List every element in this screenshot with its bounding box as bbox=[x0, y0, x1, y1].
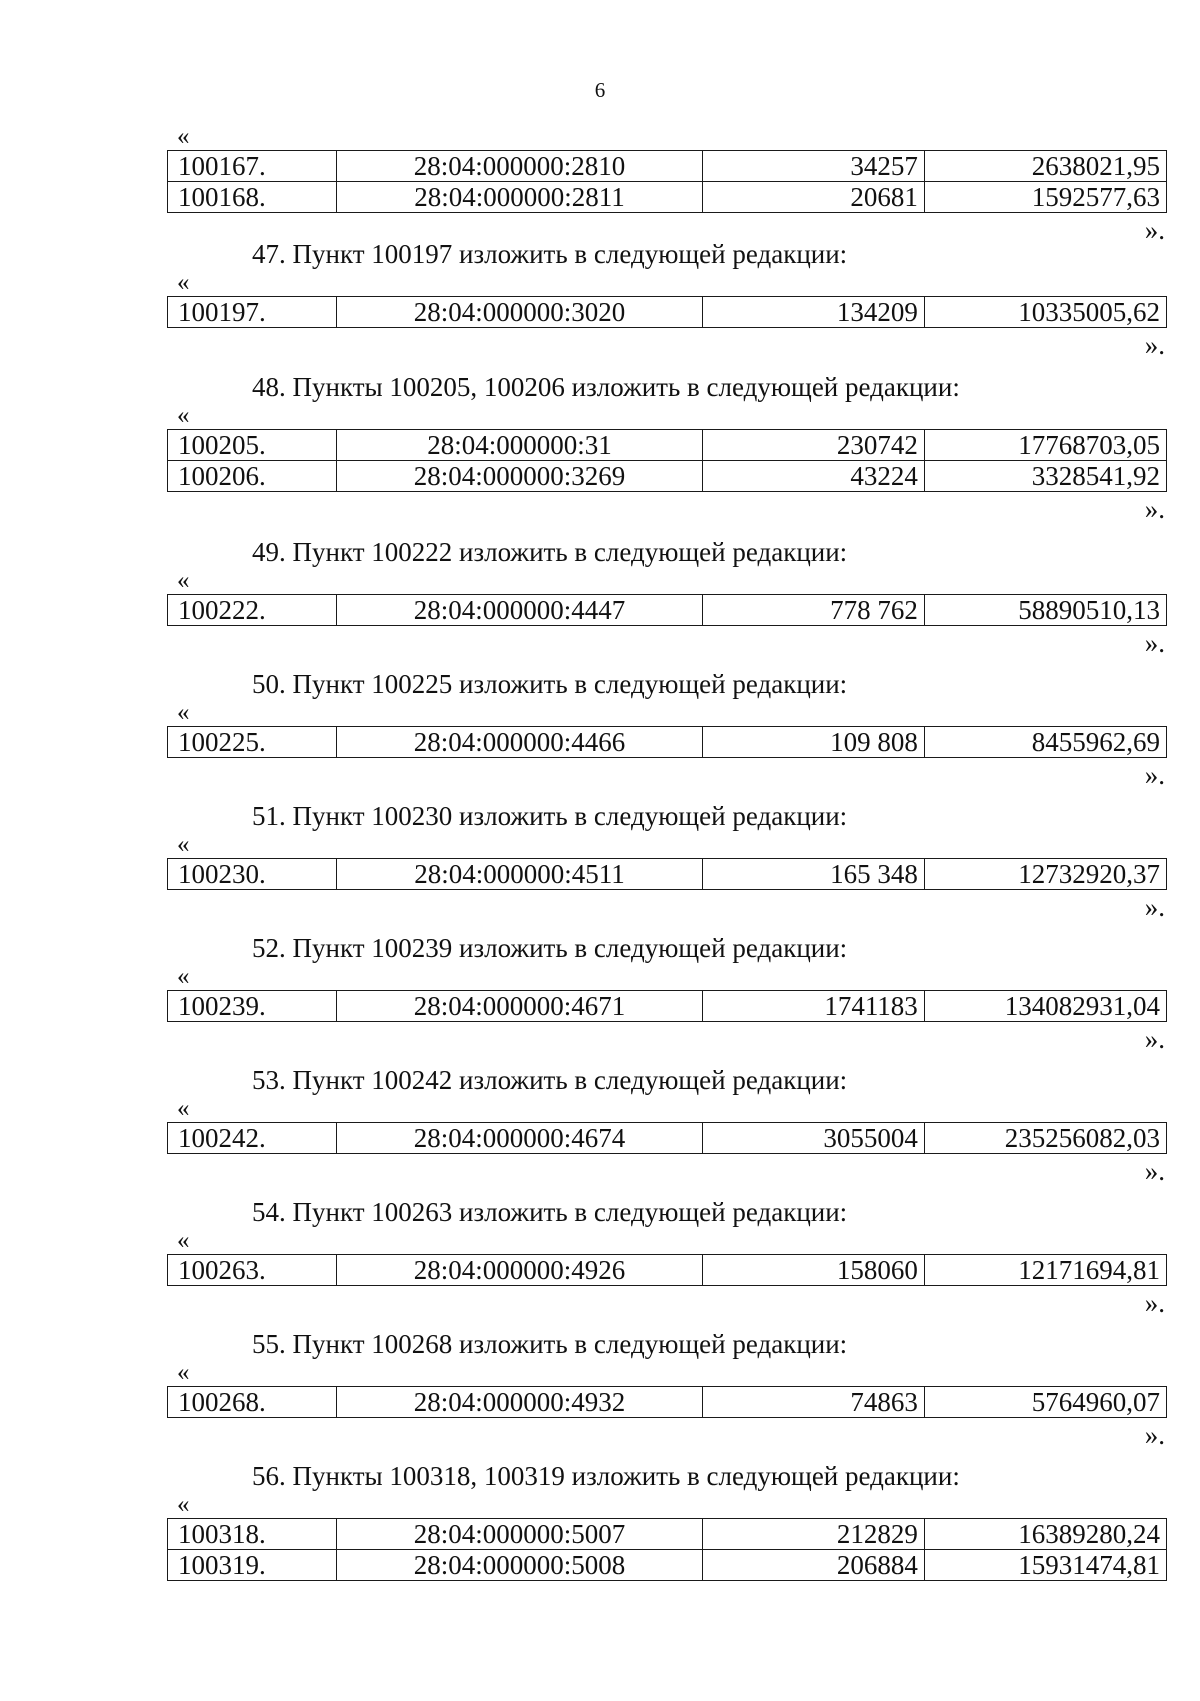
amended-rows-table bbox=[167, 429, 1167, 492]
cadastral-value-cell: 15931474,81 bbox=[924, 1550, 1166, 1581]
close-quote: ». bbox=[1144, 1156, 1165, 1186]
amendment-block bbox=[167, 668, 1167, 790]
close-quote: ». bbox=[1144, 330, 1165, 360]
area-cell: 158060 bbox=[702, 1255, 924, 1286]
item-number-cell: 100222. bbox=[168, 595, 337, 626]
close-quote: ». bbox=[1144, 892, 1165, 922]
area-cell: 212829 bbox=[702, 1519, 924, 1550]
amended-rows-table bbox=[167, 150, 1167, 213]
area-cell: 43224 bbox=[702, 461, 924, 492]
open-quote: « bbox=[177, 123, 190, 150]
amended-rows-table bbox=[167, 1518, 1167, 1581]
open-quote: « bbox=[177, 269, 190, 296]
amendment-block bbox=[167, 932, 1167, 1054]
item-number-cell: 100263. bbox=[168, 1255, 337, 1286]
open-quote: « bbox=[177, 1359, 190, 1386]
open-quote: « bbox=[177, 1095, 190, 1122]
item-number-cell: 100168. bbox=[168, 182, 337, 213]
amendment-block bbox=[167, 1328, 1167, 1450]
amended-rows-table bbox=[167, 990, 1167, 1022]
amended-rows-table bbox=[167, 1122, 1167, 1154]
amended-rows-table bbox=[167, 858, 1167, 890]
cadastral-number-cell: 28:04:000000:2810 bbox=[337, 151, 703, 182]
area-cell: 778 762 bbox=[702, 595, 924, 626]
item-number-cell: 100268. bbox=[168, 1387, 337, 1418]
cadastral-number-cell: 28:04:000000:4932 bbox=[337, 1387, 703, 1418]
table-row bbox=[168, 1519, 1167, 1550]
table-row bbox=[168, 859, 1167, 890]
cadastral-value-cell: 17768703,05 bbox=[924, 430, 1166, 461]
amendment-instruction: 47. Пункт 100197 изложить в следующей редакции: bbox=[252, 239, 848, 269]
table-row bbox=[168, 430, 1167, 461]
item-number-cell: 100206. bbox=[168, 461, 337, 492]
cadastral-value-cell: 12171694,81 bbox=[924, 1255, 1166, 1286]
amended-rows-table bbox=[167, 726, 1167, 758]
item-number-cell: 100205. bbox=[168, 430, 337, 461]
table-row bbox=[168, 297, 1167, 328]
table-row bbox=[168, 595, 1167, 626]
cadastral-value-cell: 1592577,63 bbox=[924, 182, 1166, 213]
amendment-instruction: 55. Пункт 100268 изложить в следующей редакции: bbox=[252, 1329, 848, 1359]
cadastral-number-cell: 28:04:000000:4447 bbox=[337, 595, 703, 626]
cadastral-number-cell: 28:04:000000:5007 bbox=[337, 1519, 703, 1550]
open-quote: « bbox=[177, 963, 190, 990]
cadastral-value-cell: 2638021,95 bbox=[924, 151, 1166, 182]
item-number-cell: 100225. bbox=[168, 727, 337, 758]
open-quote: « bbox=[177, 831, 190, 858]
amendment-block bbox=[167, 1460, 1167, 1581]
area-cell: 3055004 bbox=[702, 1123, 924, 1154]
item-number-cell: 100230. bbox=[168, 859, 337, 890]
amendment-instruction: 56. Пункты 100318, 100319 изложить в следующей редакции: bbox=[252, 1461, 960, 1491]
amendment-block bbox=[167, 238, 1167, 360]
open-quote: « bbox=[177, 567, 190, 594]
cadastral-number-cell: 28:04:000000:4466 bbox=[337, 727, 703, 758]
item-number-cell: 100319. bbox=[168, 1550, 337, 1581]
amended-rows-table bbox=[167, 1386, 1167, 1418]
area-cell: 165 348 bbox=[702, 859, 924, 890]
amendment-block bbox=[167, 371, 1167, 524]
area-cell: 1741183 bbox=[702, 991, 924, 1022]
amended-rows-table bbox=[167, 594, 1167, 626]
table-row bbox=[168, 1550, 1167, 1581]
amendment-instruction: 54. Пункт 100263 изложить в следующей редакции: bbox=[252, 1197, 848, 1227]
amendment-instruction: 48. Пункты 100205, 100206 изложить в следующей редакции: bbox=[252, 372, 960, 402]
table-row bbox=[168, 1255, 1167, 1286]
amendment-block bbox=[167, 1064, 1167, 1186]
amendment-instruction: 52. Пункт 100239 изложить в следующей редакции: bbox=[252, 933, 848, 963]
close-quote: ». bbox=[1144, 1420, 1165, 1450]
cadastral-value-cell: 235256082,03 bbox=[924, 1123, 1166, 1154]
cadastral-number-cell: 28:04:000000:3020 bbox=[337, 297, 703, 328]
cadastral-number-cell: 28:04:000000:3269 bbox=[337, 461, 703, 492]
cadastral-value-cell: 10335005,62 bbox=[924, 297, 1166, 328]
amendment-block bbox=[167, 1196, 1167, 1318]
page-number: 6 bbox=[594, 78, 606, 102]
table-row bbox=[168, 461, 1167, 492]
item-number-cell: 100242. bbox=[168, 1123, 337, 1154]
cadastral-value-cell: 8455962,69 bbox=[924, 727, 1166, 758]
amendment-block bbox=[167, 800, 1167, 922]
item-number-cell: 100318. bbox=[168, 1519, 337, 1550]
cadastral-number-cell: 28:04:000000:4926 bbox=[337, 1255, 703, 1286]
close-quote: ». bbox=[1144, 628, 1165, 658]
cadastral-value-cell: 12732920,37 bbox=[924, 859, 1166, 890]
amendment-instruction: 49. Пункт 100222 изложить в следующей редакции: bbox=[252, 537, 848, 567]
cadastral-number-cell: 28:04:000000:4511 bbox=[337, 859, 703, 890]
area-cell: 109 808 bbox=[702, 727, 924, 758]
table-row bbox=[168, 1123, 1167, 1154]
close-quote: ». bbox=[1144, 1288, 1165, 1318]
area-cell: 134209 bbox=[702, 297, 924, 328]
close-quote: ». bbox=[1144, 1024, 1165, 1054]
open-quote: « bbox=[177, 699, 190, 726]
continued-table-block bbox=[167, 124, 1167, 245]
amendment-instruction: 53. Пункт 100242 изложить в следующей редакции: bbox=[252, 1065, 848, 1095]
close-quote: ». bbox=[1144, 494, 1165, 524]
area-cell: 230742 bbox=[702, 430, 924, 461]
amendment-instruction: 51. Пункт 100230 изложить в следующей редакции: bbox=[252, 801, 848, 831]
area-cell: 206884 bbox=[702, 1550, 924, 1581]
cadastral-value-cell: 58890510,13 bbox=[924, 595, 1166, 626]
cadastral-number-cell: 28:04:000000:4674 bbox=[337, 1123, 703, 1154]
item-number-cell: 100239. bbox=[168, 991, 337, 1022]
item-number-cell: 100167. bbox=[168, 151, 337, 182]
open-quote: « bbox=[177, 1227, 190, 1254]
area-cell: 20681 bbox=[702, 182, 924, 213]
area-cell: 34257 bbox=[702, 151, 924, 182]
cadastral-value-cell: 5764960,07 bbox=[924, 1387, 1166, 1418]
open-quote: « bbox=[177, 402, 190, 429]
amendment-block bbox=[167, 536, 1167, 658]
table-row bbox=[168, 182, 1167, 213]
cadastral-number-cell: 28:04:000000:5008 bbox=[337, 1550, 703, 1581]
amendment-instruction: 50. Пункт 100225 изложить в следующей редакции: bbox=[252, 669, 848, 699]
open-quote: « bbox=[177, 1491, 190, 1518]
cadastral-value-cell: 16389280,24 bbox=[924, 1519, 1166, 1550]
cadastral-number-cell: 28:04:000000:4671 bbox=[337, 991, 703, 1022]
area-cell: 74863 bbox=[702, 1387, 924, 1418]
close-quote: ». bbox=[1144, 760, 1165, 790]
amended-rows-table bbox=[167, 296, 1167, 328]
item-number-cell: 100197. bbox=[168, 297, 337, 328]
cadastral-number-cell: 28:04:000000:31 bbox=[337, 430, 703, 461]
cadastral-value-cell: 3328541,92 bbox=[924, 461, 1166, 492]
amended-rows-table bbox=[167, 1254, 1167, 1286]
table-row bbox=[168, 991, 1167, 1022]
table-row bbox=[168, 1387, 1167, 1418]
cadastral-value-cell: 134082931,04 bbox=[924, 991, 1166, 1022]
table-row bbox=[168, 727, 1167, 758]
close-quote: ». bbox=[1144, 215, 1165, 245]
cadastral-number-cell: 28:04:000000:2811 bbox=[337, 182, 703, 213]
table-row bbox=[168, 151, 1167, 182]
